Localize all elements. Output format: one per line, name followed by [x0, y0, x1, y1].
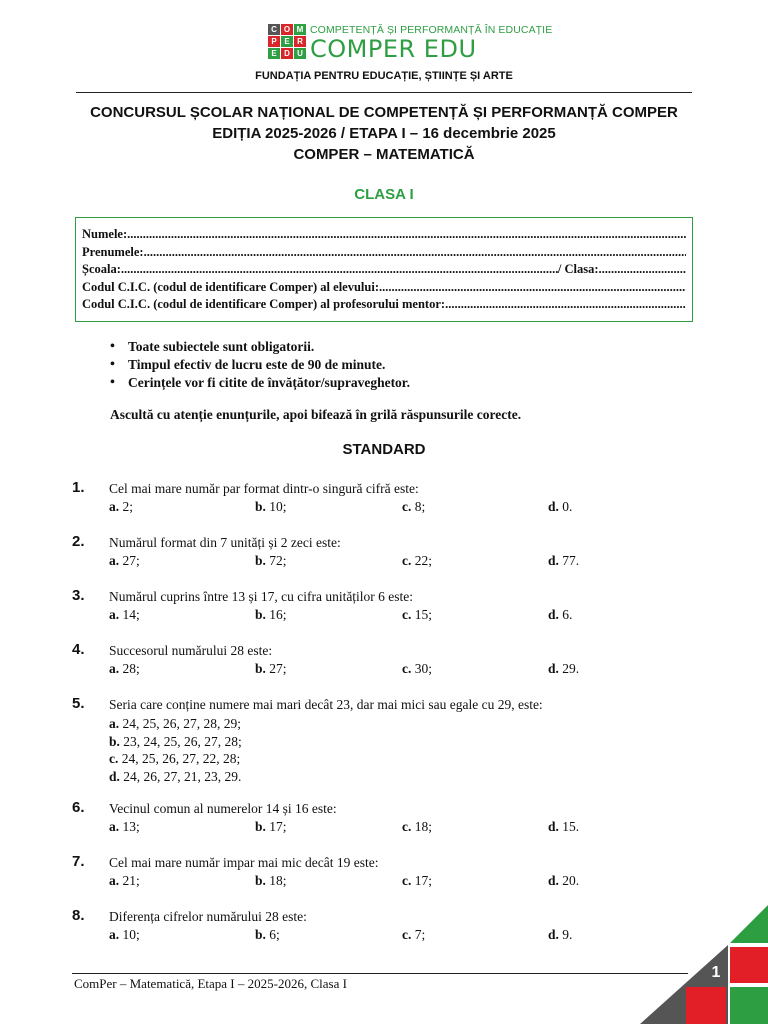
question-number: 4. [72, 641, 85, 658]
question-text: Cel mai mare număr impar mai mic decât 19 este: [109, 855, 379, 870]
option-value: 18; [265, 873, 287, 888]
instruction-text: Ascultă cu atenție enunțurile, apoi bifează în grilă răspunsurile corecte. [110, 407, 522, 422]
fill-line [445, 296, 686, 314]
answer-option[interactable] [548, 927, 572, 943]
option-letter: b. [255, 499, 266, 514]
option-value: 10; [265, 499, 287, 514]
cic-student-label: Codul C.I.C. (codul de identificare Comper) al elevului: [82, 279, 379, 294]
fill-line [144, 244, 686, 262]
option-letter: d. [548, 927, 559, 942]
option-letter: d. [548, 661, 559, 676]
answer-option[interactable] [548, 661, 579, 677]
option-letter: c. [402, 873, 412, 888]
answer-option[interactable] [255, 553, 287, 569]
question-number: 7. [72, 853, 85, 870]
answer-options [109, 873, 629, 891]
red-square [686, 987, 726, 1024]
option-letter: b. [255, 607, 266, 622]
answer-option[interactable] [109, 499, 133, 515]
option-value: 8; [411, 499, 426, 514]
option-letter: b. [109, 733, 120, 749]
option-letter: a. [109, 927, 120, 942]
answer-options [109, 499, 629, 517]
option-value: 17; [265, 819, 287, 834]
surname-label: Prenumele: [82, 244, 144, 259]
option-letter: a. [109, 819, 120, 834]
rule-item: • Timpul efectiv de lucru este de 90 de minute. [110, 356, 410, 374]
answer-option[interactable] [402, 499, 425, 515]
answer-option[interactable] [402, 607, 432, 623]
question-number: 8. [72, 907, 85, 924]
fill-line [121, 261, 558, 279]
green-triangle-top [730, 905, 768, 943]
question-text: Numărul cuprins între 13 și 17, cu cifra unităților 6 este: [109, 589, 414, 604]
answer-option[interactable] [402, 819, 432, 835]
option-value: 24, 25, 26, 27, 22, 28; [118, 751, 241, 766]
answer-option[interactable] [109, 927, 140, 943]
header-divider [76, 92, 692, 93]
option-letter: b. [255, 553, 266, 568]
logo-letter: C [268, 24, 280, 35]
option-letter: a. [109, 553, 120, 568]
option-letter: d. [548, 607, 559, 622]
question-number: 6. [72, 799, 85, 816]
cic-teacher-field[interactable] [82, 296, 686, 314]
answer-option[interactable] [109, 607, 140, 623]
option-value: 21; [119, 873, 140, 888]
student-info-box [75, 217, 693, 322]
question-text: Cel mai mare număr par format dintr-o singură cifră este: [109, 481, 419, 496]
option-value: 15. [558, 819, 580, 834]
answer-option[interactable] [109, 750, 242, 768]
option-value: 0. [558, 499, 573, 514]
cic-student-field[interactable] [82, 279, 686, 297]
logo-mark [268, 24, 306, 59]
option-letter: c. [402, 553, 412, 568]
logo-letter: U [294, 48, 306, 59]
logo-letter: E [268, 48, 280, 59]
logo-letter: R [294, 36, 306, 47]
option-value: 17; [411, 873, 433, 888]
answer-option[interactable] [255, 499, 287, 515]
class-label: / Clasa: [557, 262, 599, 276]
answer-options [109, 927, 629, 945]
answer-option[interactable] [548, 499, 572, 515]
option-letter: b. [255, 927, 266, 942]
option-letter: c. [109, 751, 119, 766]
surname-field[interactable] [82, 244, 686, 262]
logo-tagline: COMPETENȚĂ ȘI PERFORMANȚĂ ÎN EDUCAȚIE [310, 24, 553, 36]
option-letter: d. [548, 819, 559, 834]
option-value: 14; [119, 607, 140, 622]
question-text: Seria care conține numere mai mari decât 23, dar mai mici sau egale cu 29, este: [109, 697, 543, 712]
red-square [730, 947, 768, 983]
rule-item: • Cerințele vor fi citite de învățător/supraveghetor. [110, 374, 410, 392]
option-value: 20. [558, 873, 580, 888]
subject-title: COMPER – MATEMATICĂ [293, 146, 475, 163]
logo-letter: E [281, 36, 293, 47]
option-letter: b. [255, 661, 266, 676]
answer-option[interactable] [255, 927, 280, 943]
question-text: Numărul format din 7 unități și 2 zeci este: [109, 535, 341, 550]
option-value: 16; [265, 607, 287, 622]
answer-option[interactable] [255, 607, 287, 623]
class-title: CLASA I [354, 186, 414, 203]
logo-brand-name: COMPER EDU [310, 35, 477, 63]
logo-letter: D [281, 48, 293, 59]
logo-letter: P [268, 36, 280, 47]
answer-option[interactable] [548, 819, 579, 835]
answer-option[interactable] [255, 819, 287, 835]
comper-logo [268, 24, 552, 62]
contest-title: CONCURSUL ȘCOLAR NAȚIONAL DE COMPETENȚĂ ȘI PERFORMANȚĂ COMPER [90, 104, 678, 121]
school-field[interactable] [82, 261, 686, 279]
answer-option[interactable] [109, 715, 242, 733]
rule-item: • Toate subiectele sunt obligatorii. [110, 338, 410, 356]
footer-text: ComPer – Matematică, Etapa I – 2025-2026, Clasa I [74, 976, 347, 991]
answer-option[interactable] [548, 873, 579, 889]
answer-options [109, 819, 629, 837]
option-value: 2; [119, 499, 134, 514]
option-value: 18; [411, 819, 433, 834]
option-value: 7; [411, 927, 426, 942]
answer-option[interactable] [548, 553, 579, 569]
answer-option[interactable] [109, 733, 242, 751]
option-value: 24, 26, 27, 21, 23, 29. [119, 768, 242, 784]
cic-teacher-label: Codul C.I.C. (codul de identificare Comper) al profesorului mentor: [82, 297, 446, 311]
option-value: 10; [119, 927, 140, 942]
option-value: 22; [411, 553, 433, 568]
answer-options [109, 715, 242, 785]
logo-letter: O [281, 24, 293, 35]
answer-option[interactable] [402, 661, 432, 677]
fill-line [127, 226, 686, 244]
answer-option[interactable] [255, 873, 287, 889]
option-value: 77. [558, 553, 580, 568]
option-value: 24, 25, 26, 27, 28, 29; [119, 716, 242, 731]
fill-line [379, 279, 686, 297]
question-number: 2. [72, 533, 85, 550]
answer-option[interactable] [109, 768, 242, 786]
section-title: STANDARD [342, 441, 426, 458]
option-letter: d. [548, 553, 559, 568]
question-text: Succesorul numărului 28 este: [109, 643, 273, 658]
school-label: Școala: [82, 262, 121, 276]
logo-text [310, 24, 552, 62]
option-value: 9. [558, 927, 573, 942]
option-letter: d. [548, 873, 559, 888]
question-number: 3. [72, 587, 85, 604]
footer-divider [72, 973, 688, 974]
option-letter: d. [548, 499, 559, 514]
option-value: 29. [558, 661, 580, 676]
answer-options [109, 661, 629, 679]
option-letter: c. [402, 819, 412, 834]
logo-letter: M [294, 24, 306, 35]
option-value: 30; [411, 661, 433, 676]
option-letter: b. [255, 819, 266, 834]
answer-option[interactable] [255, 661, 287, 677]
answer-option[interactable] [402, 873, 432, 889]
option-letter: c. [402, 499, 412, 514]
rules-list [110, 338, 410, 392]
option-letter: d. [109, 768, 120, 784]
page-number: 1 [711, 964, 721, 981]
name-label: Numele: [82, 227, 128, 241]
option-value: 72; [265, 553, 287, 568]
option-letter: a. [109, 661, 120, 676]
answer-option[interactable] [109, 873, 140, 889]
option-value: 6; [265, 927, 280, 942]
green-square [730, 987, 768, 1024]
answer-option[interactable] [402, 553, 432, 569]
foundation-name: FUNDAȚIA PENTRU EDUCAȚIE, ȘTIINȚE ȘI ARTE [255, 70, 513, 82]
option-letter: a. [109, 716, 120, 731]
option-letter: b. [255, 873, 266, 888]
option-letter: a. [109, 607, 120, 622]
answer-option[interactable] [548, 607, 572, 623]
answer-options [109, 607, 629, 625]
option-letter: c. [402, 607, 412, 622]
answer-option[interactable] [109, 819, 140, 835]
question-text: Diferența cifrelor numărului 28 este: [109, 909, 307, 924]
answer-options [109, 553, 629, 571]
option-value: 27; [119, 553, 140, 568]
option-letter: a. [109, 499, 120, 514]
option-letter: c. [402, 661, 412, 676]
question-number: 1. [72, 479, 85, 496]
option-value: 6. [558, 607, 573, 622]
option-value: 27; [265, 661, 287, 676]
answer-option[interactable] [109, 553, 140, 569]
answer-option[interactable] [109, 661, 140, 677]
option-value: 13; [119, 819, 140, 834]
option-value: 15; [411, 607, 433, 622]
answer-option[interactable] [402, 927, 425, 943]
name-field[interactable] [82, 226, 686, 244]
question-number: 5. [72, 695, 85, 712]
option-value: 23, 24, 25, 26, 27, 28; [119, 733, 242, 749]
option-letter: c. [402, 927, 412, 942]
question-text: Vecinul comun al numerelor 14 și 16 este: [109, 801, 337, 816]
fill-line: ............................ [598, 262, 686, 276]
edition-title: EDIȚIA 2025-2026 / ETAPA I – 16 decembrie 2025 [212, 125, 556, 142]
option-letter: a. [109, 873, 120, 888]
option-value: 28; [119, 661, 140, 676]
